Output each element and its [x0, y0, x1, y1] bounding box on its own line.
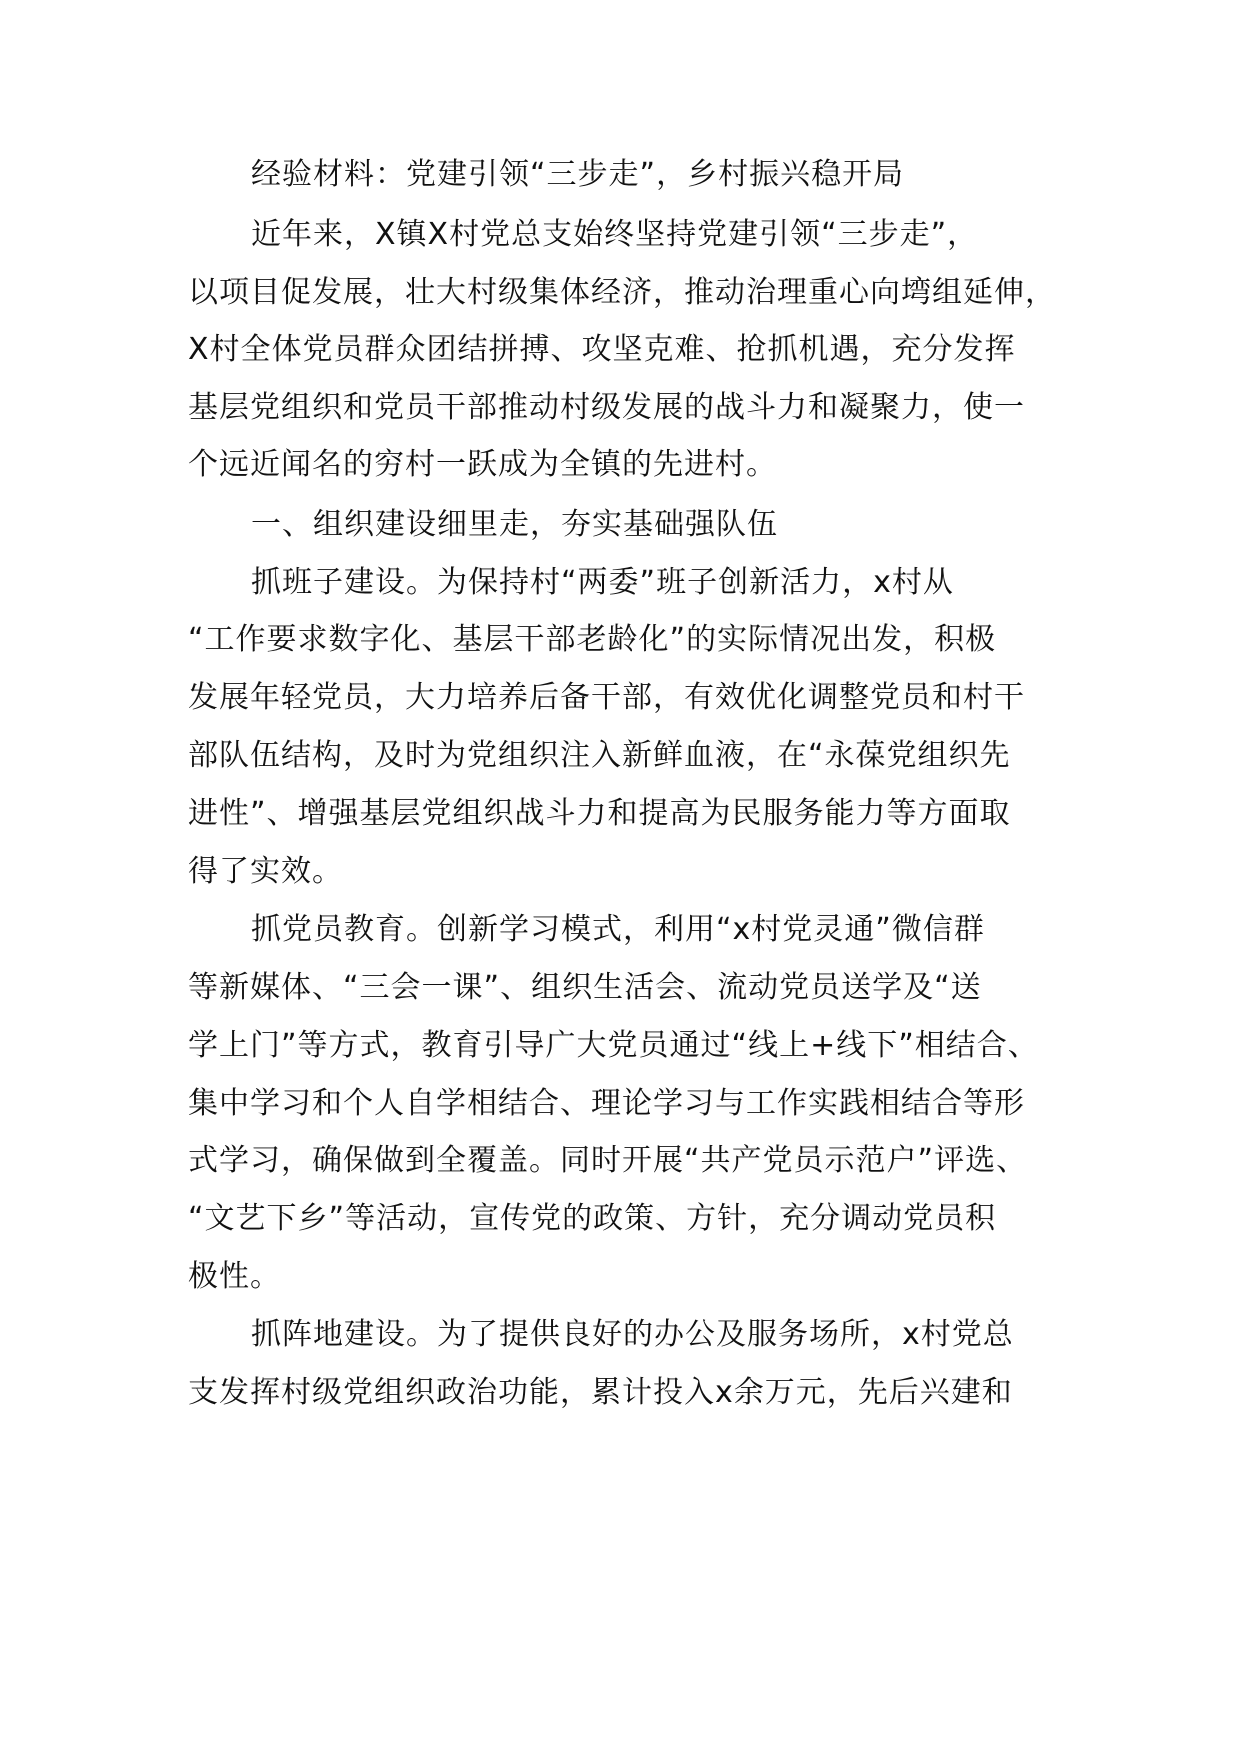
paragraph-line: 以项目促发展，壮大村级集体经济，推动治理重心向塆组延伸，: [188, 275, 1056, 310]
paragraph-line: 集中学习和个人自学相结合、理论学习与工作实践相结合等形: [188, 1086, 1025, 1121]
paragraph-line: 得了实效。: [188, 854, 343, 889]
paragraph-line: 抓班子建设。为保持村“两委”班子创新活力，x村从: [251, 565, 954, 600]
paragraph-line: 支发挥村级党组织政治功能，累计投入x余万元，先后兴建和: [188, 1375, 1013, 1410]
paragraph-line: 学上门”等方式，教育引导广大党员通过“线上+线下”相结合、: [188, 1028, 1039, 1063]
paragraph-line: 式学习，确保做到全覆盖。同时开展“共产党员示范户”评选、: [188, 1143, 1028, 1178]
paragraph-line: 进性”、增强基层党组织战斗力和提高为民服务能力等方面取: [188, 796, 1011, 831]
paragraph-line: 部队伍结构，及时为党组织注入新鲜血液，在“永葆党组织先: [188, 738, 1011, 773]
section-heading: 一、组织建设细里走，夯实基础强队伍: [251, 507, 778, 542]
paragraph-line: 极性。: [188, 1259, 281, 1294]
paragraph-line: 等新媒体、“三会一课”、组织生活会、流动党员送学及“送: [188, 970, 982, 1005]
paragraph-line: X村全体党员群众团结拼搏、攻坚克难、抢抓机遇，充分发挥: [188, 332, 1016, 367]
paragraph-line: 抓党员教育。创新学习模式，利用“x村党灵通”微信群: [251, 912, 985, 947]
paragraph-line: 基层党组织和党员干部推动村级发展的战斗力和凝聚力，使一: [188, 390, 1025, 425]
paragraph-line: “文艺下乡”等活动，宣传党的政策、方针，充分调动党员积: [188, 1201, 997, 1236]
paragraph-line: “工作要求数字化、基层干部老龄化”的实际情况出发，积极: [188, 622, 997, 657]
paragraph-line: 个远近闻名的穷村一跃成为全镇的先进村。: [188, 447, 777, 482]
paragraph-line: 发展年轻党员，大力培养后备干部，有效优化调整党员和村干: [188, 680, 1025, 715]
paragraph-line: 抓阵地建设。为了提供良好的办公及服务场所，x村党总: [251, 1317, 1014, 1352]
document-title: 经验材料：党建引领“三步走”，乡村振兴稳开局: [251, 157, 905, 192]
paragraph-line: 近年来，X镇X村党总支始终坚持党建引领“三步走”，: [251, 217, 979, 252]
